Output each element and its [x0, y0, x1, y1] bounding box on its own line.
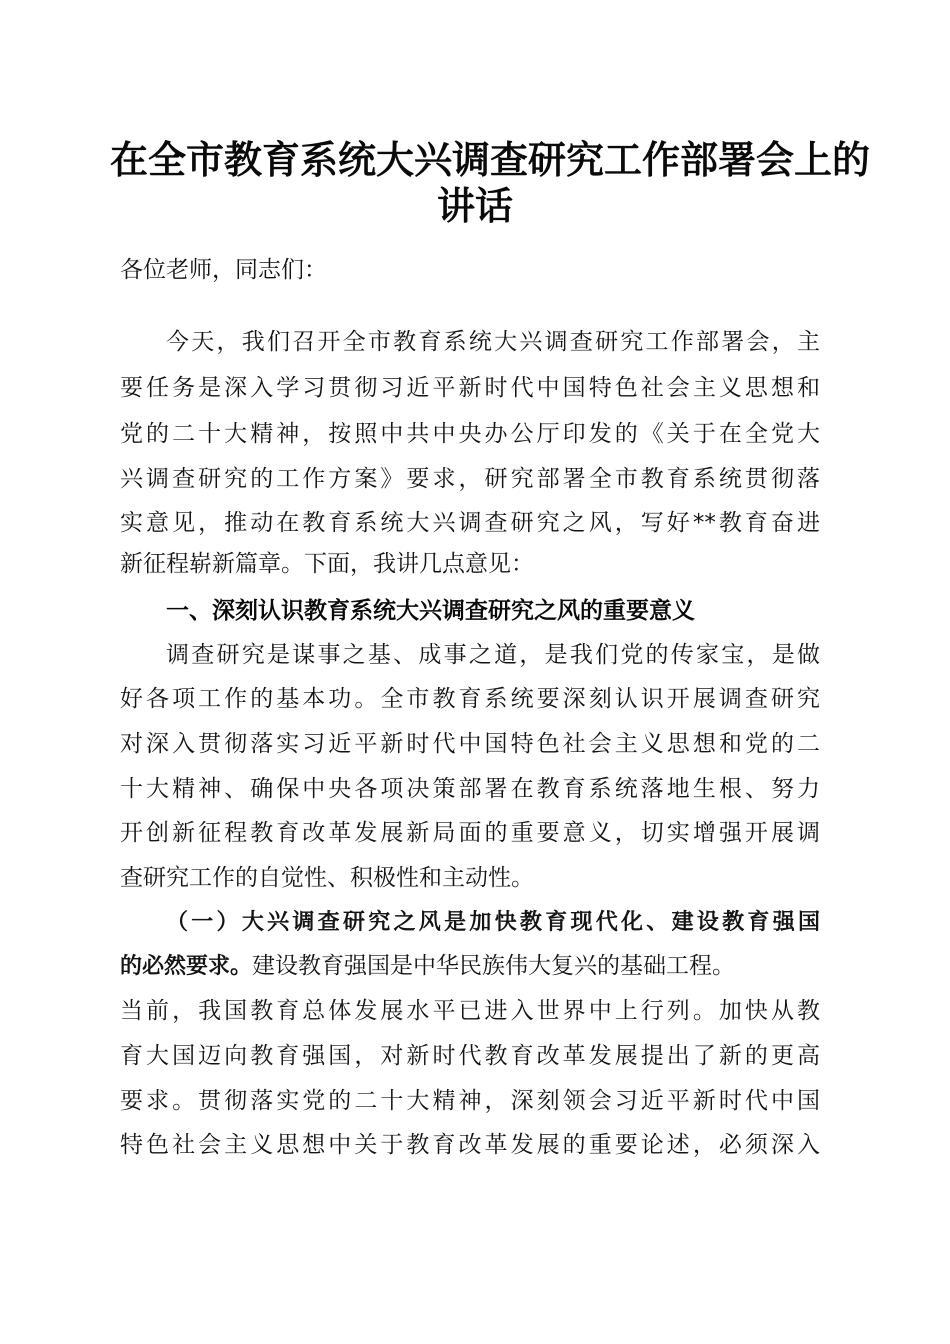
- paragraph-line: 当前，我国教育总体发展水平已进入世界中上行列。加快从教: [120, 998, 820, 1024]
- paragraph-line: 要任务是深入学习贯彻习近平新时代中国特色社会主义思想和: [120, 375, 820, 401]
- section-heading: 一、深刻认识教育系统大兴调查研究之风的重要意义: [166, 598, 695, 624]
- subsection-heading-line-1: （一）大兴调查研究之风是加快教育现代化、建设教育强国: [166, 909, 820, 935]
- paragraph-line: 对深入贯彻落实习近平新时代中国特色社会主义思想和党的二: [120, 731, 820, 757]
- paragraph-line: 查研究工作的自觉性、积极性和主动性。: [120, 865, 534, 891]
- paragraph-line: 调查研究是谋事之基、成事之道，是我们党的传家宝，是做: [166, 642, 820, 668]
- document-title-line-1: 在全市教育系统大兴调查研究工作部署会上的: [110, 137, 871, 182]
- paragraph-line: 实意见，推动在教育系统大兴调查研究之风，写好**教育奋进: [120, 510, 820, 536]
- paragraph-line: 好各项工作的基本功。全市教育系统要深刻认识开展调查研究: [120, 686, 820, 712]
- paragraph-line: 今天，我们召开全市教育系统大兴调查研究工作部署会，主: [166, 329, 820, 355]
- paragraph-line: 育大国迈向教育强国，对新时代教育改革发展提出了新的更高: [120, 1043, 820, 1069]
- salutation: 各位老师，同志们：: [120, 257, 327, 283]
- subsection-heading-tail: 的必然要求。: [120, 953, 253, 979]
- paragraph-line: 新征程崭新篇章。下面，我讲几点意见：: [120, 551, 534, 577]
- subsection-heading-line-2: [120, 943, 820, 989]
- paragraph-line: 开创新征程教育改革发展新局面的重要意义，切实增强开展调: [120, 820, 820, 846]
- paragraph-line: 要求。贯彻落实党的二十大精神，深刻领会习近平新时代中国: [120, 1088, 820, 1114]
- paragraph-line: 十大精神、确保中央各项决策部署在教育系统落地生根、努力: [120, 776, 820, 802]
- document-title-line-2: 讲话: [436, 183, 513, 228]
- subsection-body-start: 建设教育强国是中华民族伟大复兴的基础工程。: [252, 953, 736, 979]
- paragraph-line: 兴调查研究的工作方案》要求，研究部署全市教育系统贯彻落: [120, 466, 820, 492]
- paragraph-line: 特色社会主义思想中关于教育改革发展的重要论述，必须深入: [120, 1132, 820, 1158]
- paragraph-line: 党的二十大精神，按照中共中央办公厅印发的《关于在全党大: [120, 421, 820, 447]
